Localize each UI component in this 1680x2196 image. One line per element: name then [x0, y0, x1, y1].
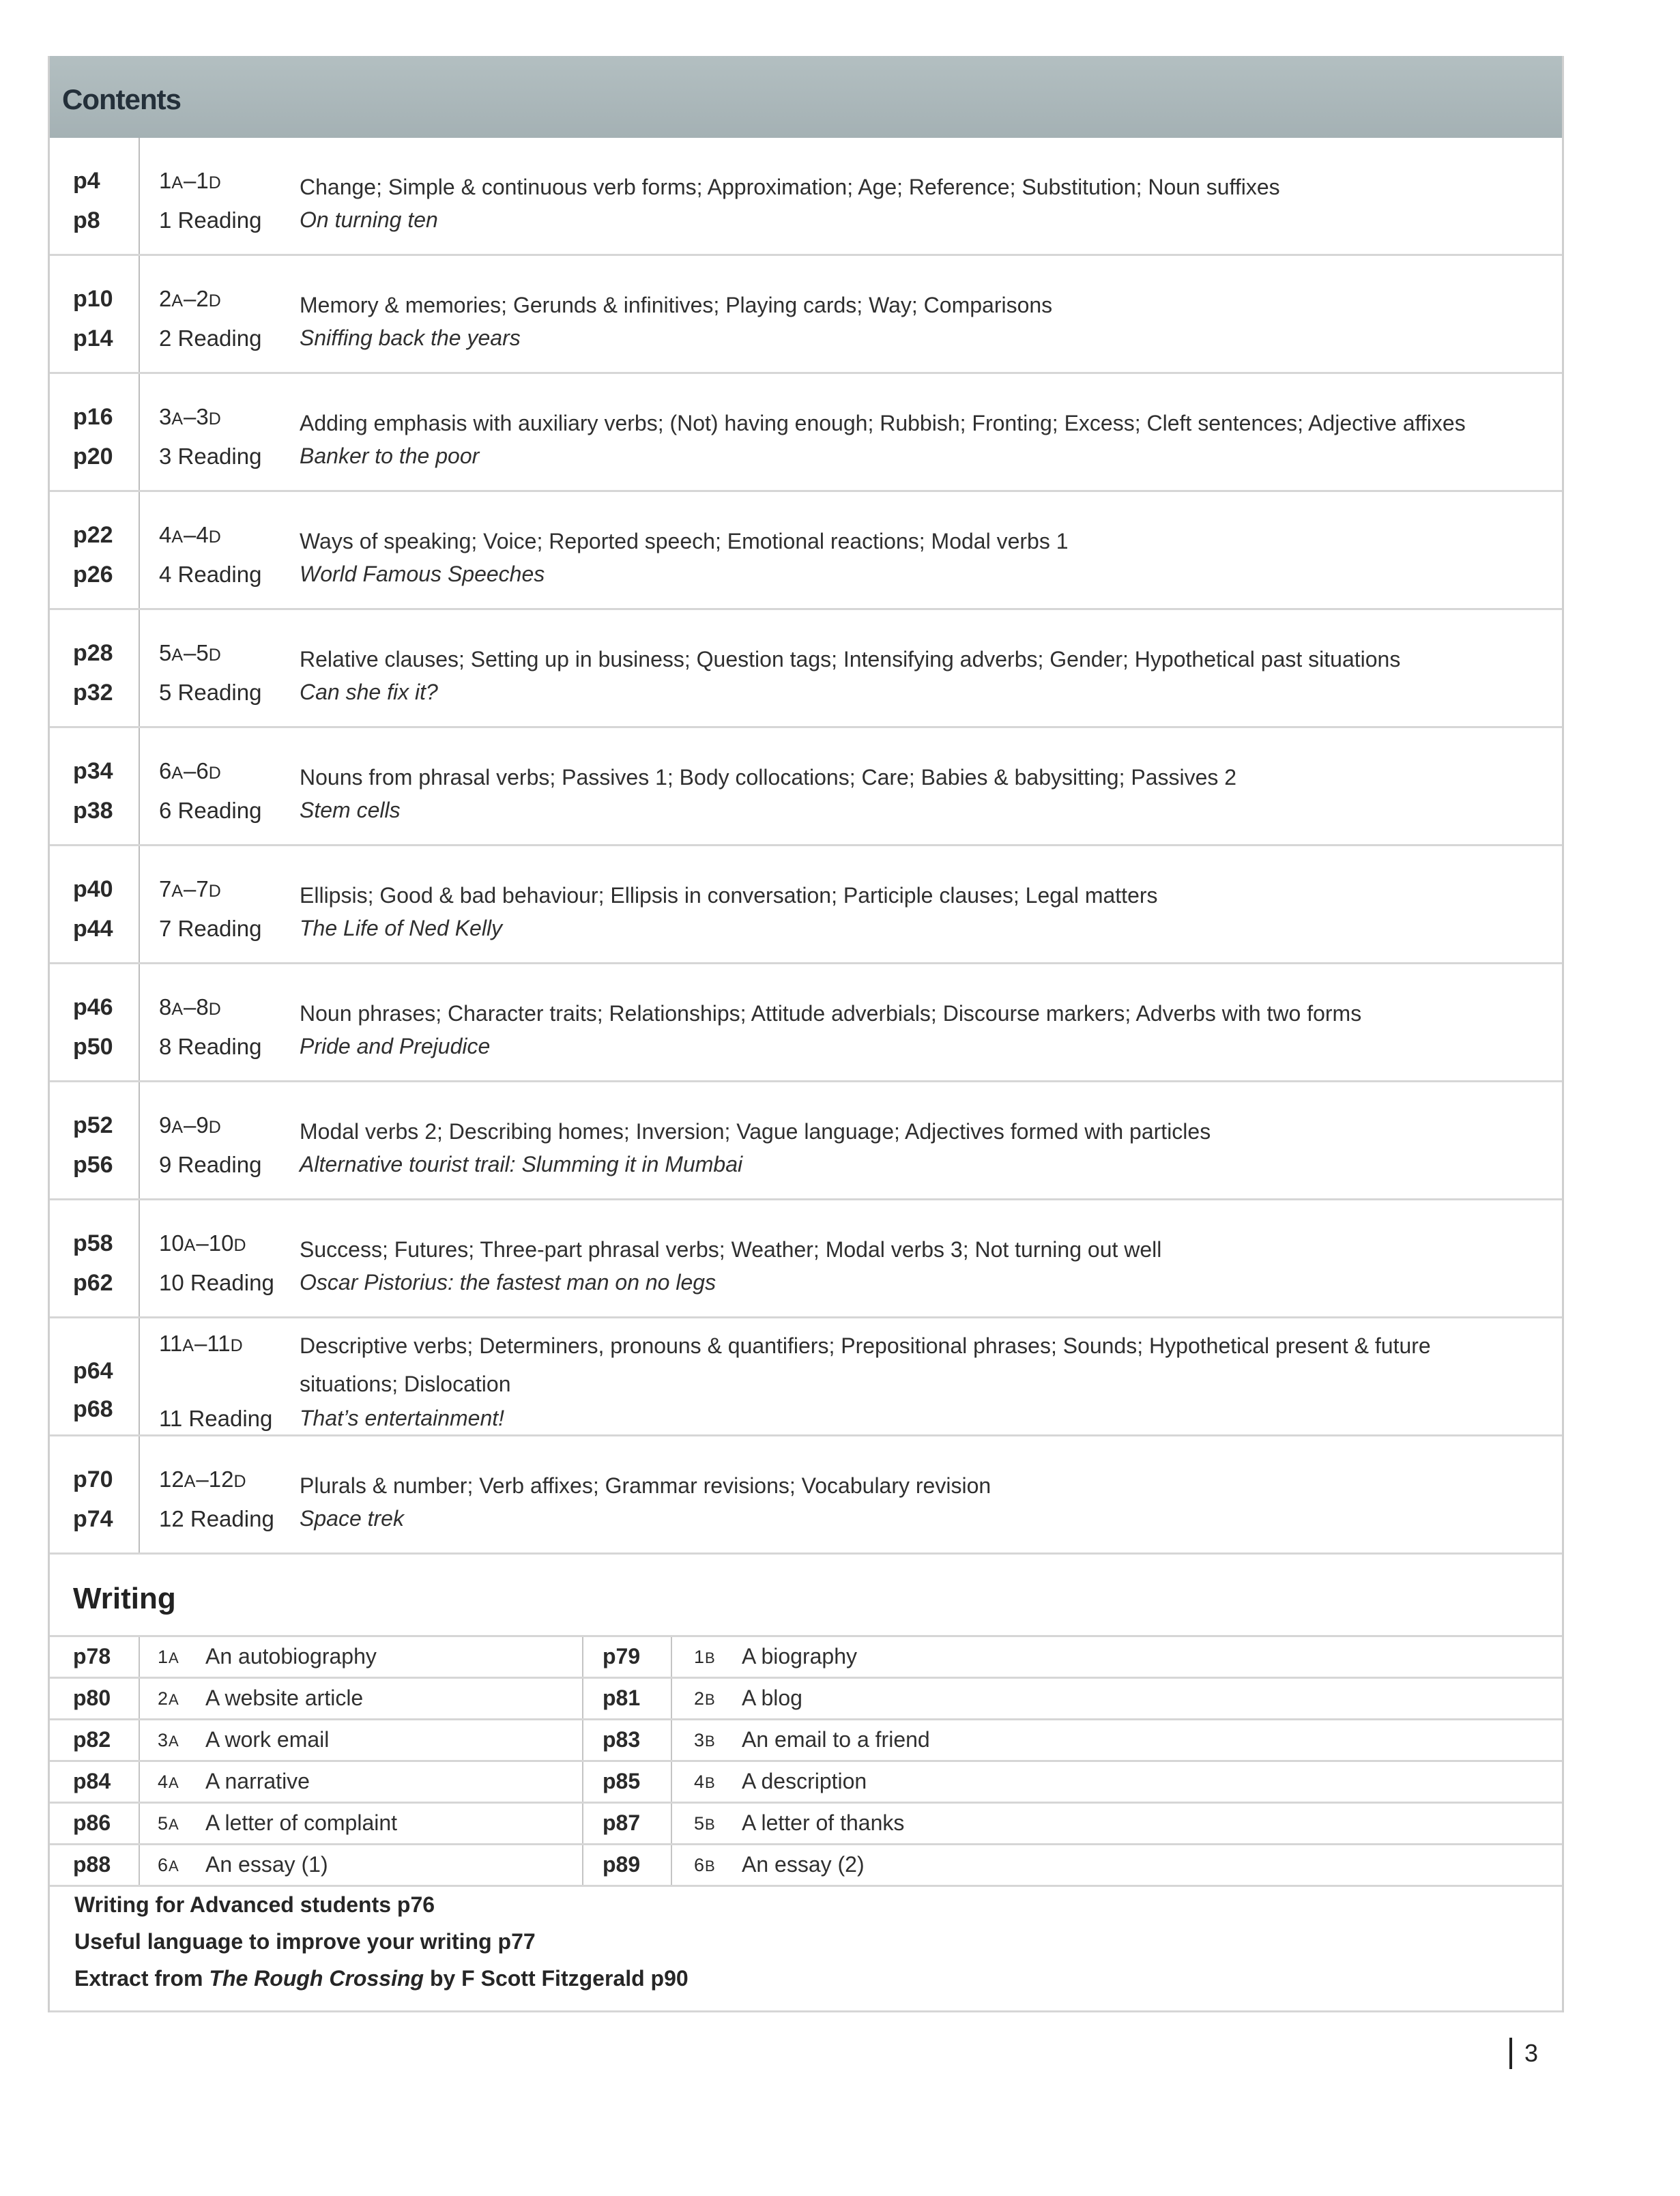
unit-topics	[300, 404, 1535, 442]
code-sc-a: A	[171, 882, 184, 901]
writing-code-right[interactable]: 1B	[694, 1647, 716, 1667]
reading-label: 10 Reading	[159, 1270, 274, 1295]
column-divider	[139, 138, 140, 254]
writing-page-left[interactable]: p84	[73, 1769, 111, 1793]
reading-label: 1 Reading	[159, 207, 262, 233]
column-divider	[139, 1200, 140, 1316]
writing-code-right[interactable]: 3B	[694, 1730, 716, 1750]
code-num-a: 3	[159, 404, 172, 429]
code-sc-b: D	[208, 764, 222, 783]
reading-title	[300, 562, 545, 587]
reading-title: That’s entertainment!	[300, 1406, 505, 1430]
code-sc-b: D	[208, 528, 222, 547]
code-sc-a: A	[171, 1000, 184, 1019]
reading-page	[73, 1396, 113, 1423]
extra-contents-item[interactable]	[74, 1960, 1562, 1997]
reading-title	[300, 798, 401, 823]
unit-topics	[300, 1327, 1535, 1403]
page-a: p64	[73, 1358, 113, 1384]
extra-contents-item[interactable]	[74, 1923, 1562, 1960]
writing-page-right[interactable]: p81	[603, 1686, 641, 1710]
writing-code-left[interactable]: 5A	[158, 1813, 179, 1834]
reading-label: 4 Reading	[159, 562, 262, 587]
writing-page-right[interactable]: p87	[603, 1810, 641, 1835]
unit-start-page	[73, 404, 113, 431]
writing-page-right[interactable]: p83	[603, 1727, 641, 1752]
writing-section-title: Writing	[73, 1582, 176, 1615]
page-a: p10	[73, 286, 113, 312]
unit-row[interactable]	[50, 846, 1562, 964]
unit-topics	[300, 522, 1535, 560]
topics: Plurals & number; Verb affixes; Grammar revisions; Vocabulary revision	[300, 1473, 991, 1498]
page-a: p22	[73, 522, 113, 548]
reading-title: Banker to the poor	[300, 444, 480, 468]
page-a: p58	[73, 1230, 113, 1256]
reading-page	[73, 562, 113, 588]
unit-start-page	[73, 1358, 113, 1385]
writing-row	[50, 1760, 1562, 1802]
unit-topics	[300, 1467, 1535, 1505]
unit-start-page	[73, 1467, 113, 1493]
page-a: p34	[73, 758, 113, 784]
column-divider	[139, 610, 140, 726]
code-num-b: 12	[208, 1467, 234, 1492]
writing-title-left[interactable]: An autobiography	[205, 1644, 377, 1668]
unit-topics	[300, 640, 1535, 678]
code-sc-a: A	[171, 291, 184, 310]
unit-lesson-range: 11A–11D	[159, 1331, 244, 1356]
unit-start-page	[73, 758, 113, 785]
code-sc-a: A	[171, 1118, 184, 1137]
topics: Noun phrases; Character traits; Relationships; Attitude adverbials; Discourse markers; Adverbs with two forms	[300, 1001, 1362, 1026]
code-sc-a: A	[171, 173, 184, 192]
topics: Success; Futures; Three-part phrasal verbs; Weather; Modal verbs 3; Not turning out well	[300, 1237, 1162, 1262]
page-b: p56	[73, 1152, 113, 1178]
column-divider	[671, 1679, 672, 1718]
unit-start-page	[73, 876, 113, 903]
code-num-a: 11	[159, 1331, 183, 1356]
reading-page	[73, 680, 113, 706]
unit-row[interactable]	[50, 1082, 1562, 1200]
writing-page-left[interactable]: p86	[73, 1810, 111, 1835]
code-sc-b: D	[208, 646, 222, 665]
writing-title-right[interactable]: A description	[742, 1769, 867, 1793]
column-divider	[582, 1720, 583, 1760]
topics: Nouns from phrasal verbs; Passives 1; Body collocations; Care; Babies & babysitting; Passives 2	[300, 765, 1237, 790]
reading-title: On turning ten	[300, 207, 438, 232]
unit-topics	[300, 1112, 1535, 1151]
unit-reading-label	[159, 326, 261, 351]
code-num-a: 6	[159, 758, 172, 783]
code-sc-a: A	[171, 528, 184, 547]
column-divider	[139, 374, 140, 490]
unit-reading-label	[159, 207, 261, 233]
code-num-a: 8	[159, 994, 172, 1020]
code-num-b: 8	[196, 994, 209, 1020]
reading-page	[73, 326, 113, 352]
unit-row[interactable]	[50, 964, 1562, 1082]
topics: Relative clauses; Setting up in business; Question tags; Intensifying adverbs; Gender; Hypothetical past situations	[300, 647, 1401, 671]
reading-label: 11 Reading	[159, 1406, 273, 1431]
column-divider	[139, 1679, 140, 1718]
code-num-a: 10	[159, 1230, 184, 1256]
writing-title-right[interactable]: An email to a friend	[742, 1727, 930, 1752]
page-a: p16	[73, 404, 113, 430]
topics: Ellipsis; Good & bad behaviour; Ellipsis in conversation; Participle clauses; Legal matters	[300, 883, 1158, 908]
extra-prefix: Useful language to improve your writing p77	[74, 1929, 536, 1954]
page-b: p44	[73, 916, 113, 942]
writing-code-right[interactable]: 5B	[694, 1813, 716, 1834]
reading-title	[300, 326, 521, 351]
writing-title-right[interactable]: An essay (2)	[742, 1852, 865, 1877]
page-b: p14	[73, 326, 113, 351]
unit-reading-label	[159, 798, 261, 824]
code-num-a: 1	[159, 168, 172, 193]
reading-title: Pride and Prejudice	[300, 1034, 491, 1058]
unit-row[interactable]	[50, 1318, 1562, 1436]
extra-prefix: Writing for Advanced students p76	[74, 1892, 435, 1917]
code-num-a: 4	[159, 522, 172, 547]
reading-label: 3 Reading	[159, 444, 262, 469]
code-num-a: 5	[159, 640, 172, 665]
unit-reading-label	[159, 444, 261, 469]
reading-title	[300, 680, 438, 705]
page-a: p52	[73, 1112, 113, 1138]
column-divider	[671, 1637, 672, 1677]
unit-lesson-range: 12A–12D	[159, 1467, 247, 1492]
column-divider	[139, 1436, 140, 1552]
unit-reading-label	[159, 1406, 272, 1432]
column-divider	[139, 846, 140, 962]
writing-code-left[interactable]: 1A	[158, 1647, 179, 1667]
page-b: p68	[73, 1396, 113, 1422]
reading-page	[73, 1034, 113, 1060]
unit-topics	[300, 1230, 1535, 1269]
page-a: p46	[73, 994, 113, 1020]
unit-row[interactable]	[50, 492, 1562, 610]
page-b: p8	[73, 207, 100, 233]
reading-title: Stem cells	[300, 798, 401, 822]
unit-reading-label	[159, 562, 261, 588]
unit-row[interactable]	[50, 138, 1562, 256]
column-divider	[139, 1762, 140, 1802]
topics: Descriptive verbs; Determiners, pronouns & quantifiers; Prepositional phrases; Sounds; Hypothetical present & future situations; Dislocation	[300, 1333, 1431, 1396]
page-b: p50	[73, 1034, 113, 1060]
column-divider	[671, 1720, 672, 1760]
writing-title-right[interactable]: A letter of thanks	[742, 1810, 905, 1835]
unit-start-page	[73, 286, 113, 313]
reading-title	[300, 1406, 504, 1431]
unit-reading-label	[159, 916, 261, 942]
unit-start-page	[73, 640, 113, 667]
reading-page	[73, 1506, 113, 1533]
reading-title: Space trek	[300, 1506, 404, 1531]
code-num-b: 10	[208, 1230, 234, 1256]
writing-code-left[interactable]: 3A	[158, 1730, 179, 1750]
unit-row[interactable]	[50, 728, 1562, 846]
reading-title: Oscar Pistorius: the fastest man on no legs	[300, 1270, 716, 1295]
code-sc-b: D	[208, 882, 222, 901]
writing-title-left[interactable]: A website article	[205, 1686, 364, 1710]
reading-title	[300, 444, 479, 469]
code-sc-a: A	[182, 1336, 194, 1355]
reading-title: World Famous Speeches	[300, 562, 545, 586]
unit-topics	[300, 876, 1535, 914]
column-divider	[139, 1720, 140, 1760]
unit-row[interactable]	[50, 1200, 1562, 1318]
code-sc-a: A	[171, 764, 184, 783]
unit-reading-label	[159, 680, 261, 706]
reading-label: 5 Reading	[159, 680, 262, 705]
writing-title-right[interactable]: A blog	[742, 1686, 802, 1710]
contents-header-band	[50, 56, 1562, 138]
extra-contents	[50, 1875, 1562, 2012]
reading-title	[300, 1034, 490, 1059]
unit-lesson-range: 4A–4D	[159, 522, 222, 547]
reading-page	[73, 207, 100, 234]
reading-label: 12 Reading	[159, 1506, 274, 1531]
reading-page	[73, 798, 113, 824]
writing-code-right[interactable]: 6B	[694, 1855, 716, 1875]
extra-suffix: by F Scott Fitzgerald p90	[424, 1966, 689, 1991]
reading-title	[300, 1152, 742, 1177]
code-sc-b: D	[208, 409, 222, 429]
reading-page	[73, 1152, 113, 1179]
page-number-text: 3	[1524, 2039, 1539, 2067]
column-divider	[671, 1804, 672, 1843]
writing-code-left[interactable]: 2A	[158, 1688, 179, 1709]
writing-row	[50, 1718, 1562, 1760]
writing-title-left[interactable]: A work email	[205, 1727, 330, 1752]
unit-start-page	[73, 994, 113, 1021]
writing-code-left[interactable]: 6A	[158, 1855, 179, 1875]
page-number-bar	[1509, 2038, 1512, 2069]
column-divider	[582, 1762, 583, 1802]
code-sc-a: A	[171, 646, 184, 665]
reading-label: 8 Reading	[159, 1034, 262, 1059]
column-divider	[582, 1637, 583, 1677]
code-num-a: 7	[159, 876, 172, 901]
topics: Adding emphasis with auxiliary verbs; (Not) having enough; Rubbish; Fronting; Excess; Cleft sentences; Adjective affixes	[300, 411, 1466, 435]
topics: Ways of speaking; Voice; Reported speech; Emotional reactions; Modal verbs 1	[300, 529, 1069, 553]
code-sc-b: D	[208, 173, 222, 192]
reading-title	[300, 1506, 404, 1531]
unit-topics	[300, 994, 1535, 1032]
writing-page-right[interactable]: p79	[603, 1644, 641, 1668]
unit-reading-label	[159, 1506, 274, 1532]
column-divider	[139, 728, 140, 844]
reading-title: The Life of Ned Kelly	[300, 916, 503, 940]
unit-start-page	[73, 168, 100, 194]
reading-page	[73, 444, 113, 470]
unit-lesson-range: 6A–6D	[159, 758, 222, 783]
page-number	[1509, 2037, 1538, 2070]
code-num-b: 7	[196, 876, 209, 901]
writing-title-left[interactable]: A narrative	[205, 1769, 310, 1793]
code-sc-b: D	[233, 1236, 247, 1255]
unit-row[interactable]	[50, 374, 1562, 492]
contents-page	[48, 56, 1564, 2012]
page-a: p70	[73, 1467, 113, 1492]
page-b: p26	[73, 562, 113, 588]
reading-title	[300, 207, 438, 233]
code-num-b: 11	[207, 1331, 231, 1356]
column-divider	[139, 964, 140, 1080]
code-num-b: 1	[196, 168, 209, 193]
writing-row	[50, 1635, 1562, 1677]
writing-page-left[interactable]: p80	[73, 1686, 111, 1710]
reading-title	[300, 1270, 716, 1295]
unit-reading-label	[159, 1270, 274, 1296]
unit-lesson-range: 3A–3D	[159, 404, 222, 429]
unit-start-page	[73, 1230, 113, 1257]
column-divider	[139, 1318, 140, 1434]
reading-title: Can she fix it?	[300, 680, 438, 704]
code-num-b: 6	[196, 758, 209, 783]
unit-lesson-range: 5A–5D	[159, 640, 222, 665]
page-b: p38	[73, 798, 113, 824]
writing-section	[50, 1555, 1562, 1875]
code-sc-a: A	[171, 409, 184, 429]
page-b: p62	[73, 1270, 113, 1296]
code-num-a: 2	[159, 286, 172, 311]
unit-start-page	[73, 522, 113, 549]
column-divider	[582, 1804, 583, 1843]
unit-lesson-range: 7A–7D	[159, 876, 222, 901]
reading-title: Alternative tourist trail: Slumming it in Mumbai	[300, 1152, 743, 1176]
writing-code-right[interactable]: 2B	[694, 1688, 716, 1709]
unit-lesson-range: 9A–9D	[159, 1112, 222, 1138]
column-divider	[671, 1762, 672, 1802]
code-sc-b: D	[233, 1472, 247, 1491]
topics: Memory & memories; Gerunds & infinitives; Playing cards; Way; Comparisons	[300, 293, 1053, 317]
extra-italic-title: The Rough Crossing	[209, 1966, 424, 1991]
code-sc-b: D	[208, 1118, 222, 1137]
unit-topics	[300, 758, 1535, 796]
unit-topics	[300, 286, 1535, 324]
topics: Change; Simple & continuous verb forms; Approximation; Age; Reference; Substitution; Noun suffixes	[300, 175, 1280, 199]
column-divider	[139, 1082, 140, 1198]
unit-start-page	[73, 1112, 113, 1139]
reading-page	[73, 1270, 113, 1297]
column-divider	[139, 1637, 140, 1677]
code-sc-b: D	[208, 291, 222, 310]
writing-page-left[interactable]: p82	[73, 1727, 111, 1752]
unit-row[interactable]	[50, 1436, 1562, 1555]
column-divider	[139, 1804, 140, 1843]
writing-page-right[interactable]: p85	[603, 1769, 641, 1793]
unit-lesson-range: 10A–10D	[159, 1230, 247, 1256]
unit-row[interactable]	[50, 256, 1562, 374]
unit-reading-label	[159, 1152, 261, 1178]
unit-lesson-range: 8A–8D	[159, 994, 222, 1020]
code-sc-a: A	[184, 1236, 197, 1255]
code-num-a: 9	[159, 1112, 172, 1138]
code-num-a: 12	[159, 1467, 184, 1492]
page-a: p4	[73, 168, 100, 194]
extra-contents-item[interactable]	[74, 1886, 1562, 1923]
writing-page-right[interactable]: p89	[603, 1852, 641, 1877]
page-a: p28	[73, 640, 113, 666]
column-divider	[139, 492, 140, 608]
units-list	[50, 138, 1562, 1555]
reading-label: 2 Reading	[159, 326, 262, 351]
unit-lesson-range: 2A–2D	[159, 286, 222, 311]
code-sc-b: D	[230, 1336, 244, 1355]
writing-code-left[interactable]: 4A	[158, 1772, 179, 1792]
writing-row	[50, 1677, 1562, 1718]
page-title: Contents	[62, 83, 181, 115]
page-a: p40	[73, 876, 113, 902]
extra-prefix: Extract from	[74, 1966, 209, 1991]
code-num-b: 5	[196, 640, 209, 665]
writing-title-left[interactable]: A letter of complaint	[205, 1810, 398, 1835]
writing-code-right[interactable]: 4B	[694, 1772, 716, 1792]
reading-title: Sniffing back the years	[300, 326, 521, 350]
reading-label: 7 Reading	[159, 916, 262, 941]
writing-page-left[interactable]: p78	[73, 1644, 111, 1668]
page-b: p20	[73, 444, 113, 469]
code-sc-a: A	[184, 1472, 197, 1491]
code-num-b: 9	[196, 1112, 209, 1138]
writing-row	[50, 1802, 1562, 1843]
writing-title-right[interactable]: A biography	[742, 1644, 858, 1668]
reading-label: 6 Reading	[159, 798, 262, 823]
page-b: p74	[73, 1506, 113, 1532]
writing-table	[50, 1635, 1562, 1887]
unit-topics	[300, 168, 1535, 206]
topics: Modal verbs 2; Describing homes; Inversion; Vague language; Adjectives formed with particles	[300, 1119, 1211, 1144]
code-num-b: 2	[196, 286, 209, 311]
column-divider	[582, 1679, 583, 1718]
unit-row[interactable]	[50, 610, 1562, 728]
writing-page-left[interactable]: p88	[73, 1852, 111, 1877]
reading-title	[300, 916, 502, 941]
writing-title-left[interactable]: An essay (1)	[205, 1852, 328, 1877]
reading-label: 9 Reading	[159, 1152, 262, 1177]
code-num-b: 4	[196, 522, 209, 547]
reading-page	[73, 916, 113, 942]
column-divider	[139, 256, 140, 372]
unit-reading-label	[159, 1034, 261, 1060]
code-sc-b: D	[208, 1000, 222, 1019]
unit-lesson-range: 1A–1D	[159, 168, 222, 193]
page-b: p32	[73, 680, 113, 706]
code-num-b: 3	[196, 404, 209, 429]
